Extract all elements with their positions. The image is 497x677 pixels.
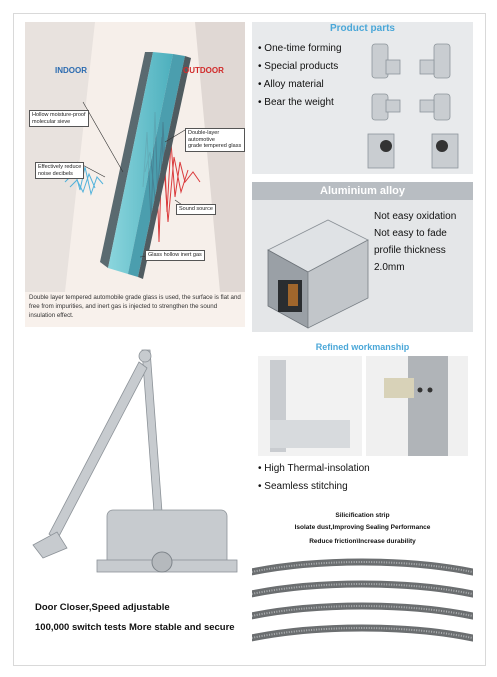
callout-inert-gas: Glass hollow inert gas (145, 250, 205, 261)
closer-line-1: Door Closer,Speed adjustable (35, 602, 170, 613)
glass-diagram (25, 22, 245, 292)
aluminium-title: Aluminium alloy (320, 185, 405, 197)
indoor-label: INDOOR (55, 66, 87, 75)
workmanship-title: Refined workmanship (315, 342, 410, 352)
product-parts-panel (252, 22, 473, 174)
aluminium-profile-image (258, 210, 378, 330)
silicification-strip-panel (252, 498, 473, 648)
aluminium-feature-1: Not easy oxidation (374, 211, 457, 222)
hinge-parts-image (364, 38, 472, 172)
workmanship-bullet-2: • Seamless stitching (258, 480, 348, 492)
callout-sound-source: Sound source (176, 204, 216, 215)
strip-line-2: Reduce friction\Increase durability (309, 538, 416, 545)
bullet-icon: • (258, 97, 262, 108)
strip-title: Silicification strip (335, 512, 390, 519)
parts-bullet-3: • Alloy material (258, 79, 324, 90)
aluminium-feature-2: Not easy to fade (374, 228, 447, 239)
glass-caption: Double layer tempered automobile grade glass is used, the surface is flat and free from impurities, and inert gas is injected to strengthen the sound insulation effect. (29, 294, 241, 319)
workmanship-bullets (258, 460, 370, 495)
product-parts-title: Product parts (329, 23, 395, 34)
glass-insulation-panel (25, 22, 245, 327)
workmanship-image (258, 356, 468, 456)
parts-bullet-2: • Special products (258, 61, 339, 72)
bullet-icon: • (258, 43, 262, 54)
aluminium-alloy-panel (252, 182, 473, 332)
seal-strip-image (252, 554, 473, 648)
outdoor-label: OUTDOOR (183, 66, 224, 75)
bullet-icon: • (258, 480, 262, 492)
bullet-icon: • (258, 463, 262, 474)
closer-line-2: 100,000 switch tests More stable and secure (35, 622, 235, 633)
product-parts-list (258, 40, 342, 112)
bullet-icon: • (258, 61, 262, 72)
aluminium-feature-3: profile thickness 2.0mm (374, 245, 446, 273)
door-closer-panel (27, 340, 245, 645)
strip-line-1: Isolate dust,Improving Sealing Performance (294, 524, 431, 531)
workmanship-bullet-1: • High Thermal-insolation (258, 463, 370, 474)
parts-bullet-4: • Bear the weight (258, 97, 334, 108)
bullet-icon: • (258, 79, 262, 90)
callout-hollow-sieve: Hollow moisture-proof molecular sieve (29, 110, 89, 127)
parts-bullet-1: • One-time forming (258, 43, 342, 54)
aluminium-feature-list (374, 208, 473, 276)
door-closer-image (27, 340, 245, 595)
callout-double-layer: Double-layer automotive grade tempered glass (185, 128, 245, 152)
workmanship-panel (252, 340, 473, 495)
callout-noise-reduce: Effectively reduce noise decibels (35, 162, 84, 179)
